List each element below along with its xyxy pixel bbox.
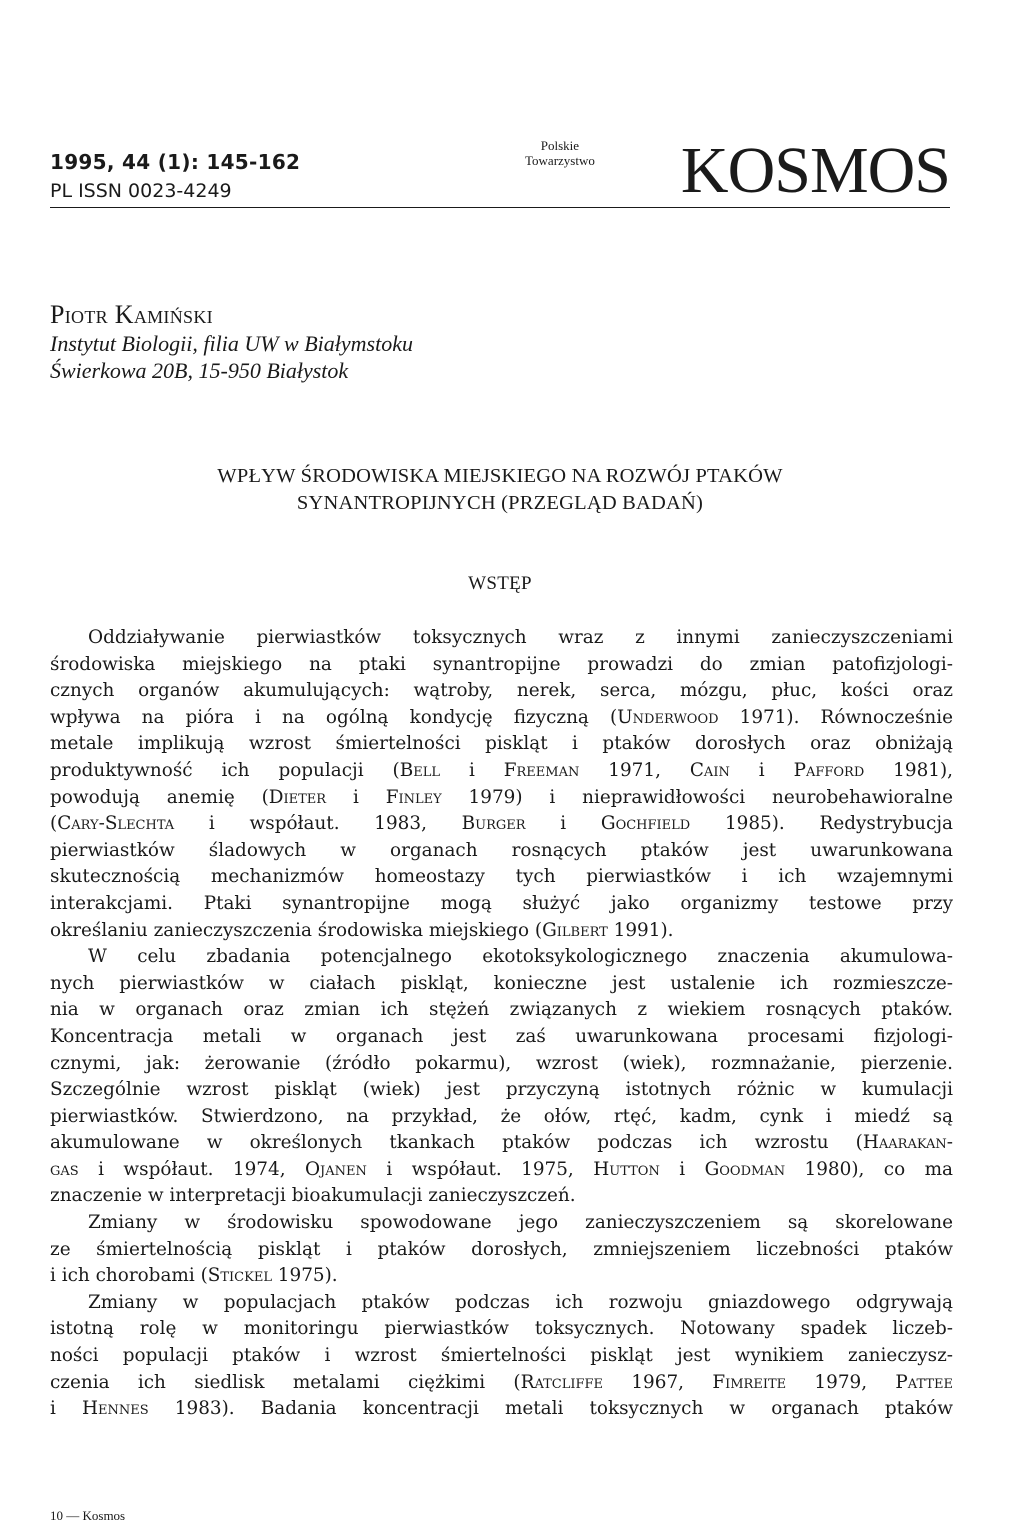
paragraph — [50, 625, 953, 944]
journal-title: KOSMOS — [680, 134, 950, 207]
text-line: istotną rolę w monitoringu pierwiastków toksycznych. Notowany spadek liczeb- — [50, 1318, 953, 1340]
text-line: cznych organów akumulujących: wątroby, nerek, serca, mózgu, płuc, kości oraz — [50, 680, 953, 702]
text-line: pierwiastków. Stwierdzono, na przykład, że ołów, rtęć, kadm, cynk i miedź są — [50, 1105, 953, 1127]
citation-author: Fimreite — [712, 1371, 787, 1393]
text-line: i Hennes 1983). Badania koncentracji metali toksycznych w organach ptaków — [50, 1398, 953, 1420]
text-line: akumulowane w określonych tkankach ptaków podczas ich wzrostu (Haarakan- — [50, 1132, 953, 1154]
citation-author: Burger — [461, 813, 526, 835]
section-heading: WSTĘP — [468, 573, 532, 594]
citation-author: Finley — [385, 786, 442, 808]
citation: 1995, 44 (1): 145-162 — [50, 150, 301, 174]
text-line: skutecznością mechanizmów homeostazy tych pierwiastków i ich wzajemnymi — [50, 866, 953, 888]
text-line: wpływa na pióra i na ogólną kondycję fizyczną (Underwood 1971). Równocześnie — [50, 706, 954, 728]
address: Świerkowa 20B, 15-950 Białystok — [50, 358, 349, 383]
citation-author: gas — [50, 1158, 79, 1180]
text-line: cznymi, jak: żerowanie (źródło pokarmu), wzrost (wiek), rozmnażanie, pierzenie. — [50, 1052, 953, 1074]
author-name: Piotr Kamiński — [50, 300, 213, 329]
citation-author: Gochfield — [600, 813, 691, 835]
text-line: ności populacji ptaków i wzrost śmiertelności piskląt jest wynikiem zanieczysz- — [50, 1345, 953, 1367]
text-line: znaczenie w interpretacji bioakumulacji zanieczyszczeń. — [50, 1185, 576, 1207]
author-block — [50, 300, 413, 384]
citation-author: Stickel — [207, 1265, 272, 1287]
text-line: (Cary-Slechta i współaut. 1983, Burger i Gochfield 1985). Redystrybucja — [50, 813, 953, 835]
citation-author: Cary-Slechta — [57, 813, 175, 835]
text-line: metale implikują wzrost śmiertelności piskląt i ptaków dorosłych oraz obniżają — [50, 733, 953, 755]
title-line: WPŁYW ŚRODOWISKA MIEJSKIEGO NA ROZWÓJ PTAKÓW — [217, 465, 783, 487]
journal-header — [50, 134, 950, 208]
citation-author: Hennes — [82, 1398, 149, 1420]
text-line: gas i współaut. 1974, Ojanen i współaut. 1975, Hutton i Goodman 1980), co ma — [50, 1158, 953, 1180]
text-line: Zmiany w populacjach ptaków podczas ich rozwoju gniazdowego odgrywają — [88, 1291, 953, 1313]
page-footer: 10 — Kosmos — [50, 1508, 126, 1523]
citation-author: Haarakan- — [862, 1132, 953, 1154]
header-rule — [50, 207, 950, 208]
text-line: i ich chorobami (Stickel 1975). — [50, 1265, 338, 1287]
text-line: czenia ich siedlisk metalami ciężkimi (Ratcliffe 1967, Fimreite 1979, Pattee — [50, 1371, 954, 1393]
text-line: Oddziaływanie pierwiastków toksycznych wraz z innymi zanieczyszczeniami — [88, 627, 953, 648]
issn: PL ISSN 0023-4249 — [50, 180, 232, 202]
article-body — [50, 625, 953, 1423]
text-line: Koncentracja metali w organach jest zaś uwarunkowana procesami fizjologi- — [50, 1025, 953, 1047]
citation-block — [50, 148, 300, 204]
society-line: Towarzystwo — [525, 153, 595, 168]
citation-author: Pafford — [793, 759, 865, 781]
text-line: produktywność ich populacji (Bell i Freeman 1971, Cain i Pafford 1981), — [50, 759, 953, 781]
text-line: ze śmiertelnością piskląt i ptaków dorosłych, zmniejszeniem liczebności ptaków — [50, 1238, 953, 1260]
citation-author: Hutton — [593, 1158, 660, 1180]
citation-author: Underwood — [617, 706, 719, 728]
citation-author: Ojanen — [304, 1158, 367, 1180]
citation-author: Pattee — [895, 1371, 954, 1393]
paragraph — [50, 944, 953, 1210]
text-line: określaniu zanieczyszczenia środowiska miejskiego (Gilbert 1991). — [50, 919, 674, 941]
text-line: interakcjami. Ptaki synantropijne mogą służyć jako organizmy testowe przy — [50, 892, 953, 914]
text-line: pierwiastków śladowych w organach rosnących ptaków jest uwarunkowana — [50, 839, 953, 861]
society-label — [525, 138, 595, 168]
text-line: powodują anemię (Dieter i Finley 1979) i nieprawidłowości neurobehawioralne — [50, 786, 953, 808]
society-line: Polskie — [540, 138, 580, 153]
text-line: Szczególnie wzrost piskląt (wiek) jest przyczyną istotnych różnic w kumulacji — [50, 1079, 953, 1101]
citation-author: Freeman — [503, 759, 580, 781]
text-line: nia w organach oraz zmian ich stężeń związanych z wiekiem rosnących ptaków. — [50, 999, 953, 1021]
text-line: W celu zbadania potencjalnego ekotoksykologicznego znaczenia akumulowa- — [88, 946, 953, 968]
paragraph — [50, 1290, 953, 1423]
paragraph — [50, 1210, 953, 1290]
citation-author: Goodman — [704, 1158, 786, 1180]
article-title — [50, 463, 950, 517]
citation-author: Dieter — [268, 786, 327, 808]
text-line: nych pierwiastków w ciałach piskląt, konieczne jest ustalenie ich rozmieszcze- — [50, 972, 953, 994]
citation-author: Cain — [689, 759, 730, 781]
title-line: SYNANTROPIJNYCH (PRZEGLĄD BADAŃ) — [296, 492, 704, 514]
citation-author: Ratcliffe — [520, 1371, 604, 1393]
citation-author: Gilbert — [542, 919, 608, 941]
text-line: Zmiany w środowisku spowodowane jego zanieczyszczeniem są skorelowane — [88, 1212, 953, 1234]
affiliation: Instytut Biologii, filia UW w Białymstoku — [50, 331, 413, 356]
citation-author: Bell — [399, 759, 441, 781]
text-line: środowiska miejskiego na ptaki synantropijne prowadzi do zmian patofizjologi- — [50, 653, 953, 675]
